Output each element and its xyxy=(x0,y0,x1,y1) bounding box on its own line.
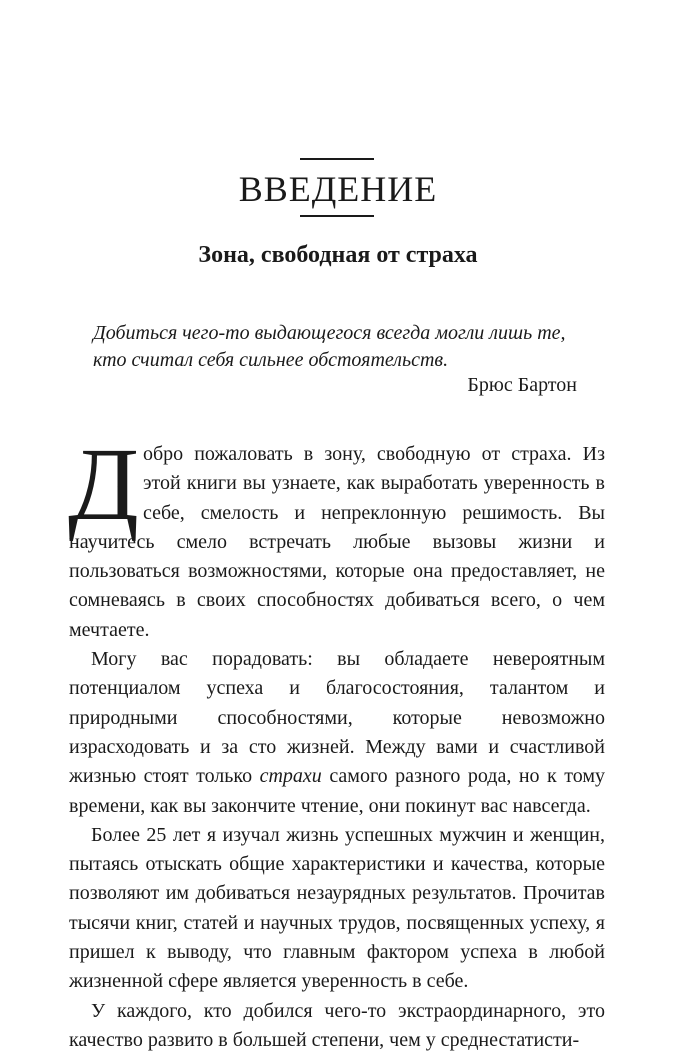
epigraph-author: Брюс Бартон xyxy=(467,374,577,396)
paragraph-3: Более 25 лет я изучал жизнь успешных мужчин и женщин, пытаясь отыскать общие характеристики и качества, которые позволяют им добиваться незаурядных результатов. Прочитав тысячи книг, статей и научных трудов, посвященных успеху, я пришел к выводу, что главным фактором успеха в любой жизненной сфере является уверенность в себе. xyxy=(69,823,605,993)
title-rule-top xyxy=(300,158,374,160)
body-text xyxy=(68,427,605,1055)
drop-cap: Д xyxy=(68,427,139,542)
title-rule-bottom xyxy=(300,215,374,217)
chapter-title: ВВЕДЕНИЕ xyxy=(238,169,438,209)
epigraph xyxy=(93,320,593,374)
paragraph-2 xyxy=(69,645,605,821)
epigraph-line-1: Добиться чего-то выдающегося всегда могли лишь те, xyxy=(93,322,566,344)
paragraph-2-start: Могу вас порадовать: вы обладаете невероятным потенциалом успеха и благосостояния, талантом и природными способностями, которые невозможно израсходовать и за сто жизней. Между вами и счастливой жизнью стоят только xyxy=(69,648,605,788)
paragraph-2-emphasis: страхи xyxy=(259,765,322,788)
paragraph-1-text: обро пожаловать в зону, свободную от страха. Из этой книги вы узнаете, как выработать уверенность в себе, смелость и непреклонную решимость. Вы научитесь смело встречать любые вызовы жизни и пользоваться возможностями, которые она предоставляет, не сомневаясь в своих способностях добиваться всего, о чем мечтаете. xyxy=(69,443,605,641)
paragraph-4: У каждого, кто добился чего-то экстраординарного, это качество развито в большей степени, чем у среднестатисти- xyxy=(69,999,605,1051)
chapter-subtitle: Зона, свободная от страха xyxy=(198,242,478,268)
paragraph-2-end: самого разного рода, но к тому времени, как вы закончите чтение, они покинут вас навсегда. xyxy=(69,765,605,817)
paragraph-1 xyxy=(68,427,605,645)
epigraph-line-2: кто считал себя сильнее обстоятельств. xyxy=(93,349,449,371)
